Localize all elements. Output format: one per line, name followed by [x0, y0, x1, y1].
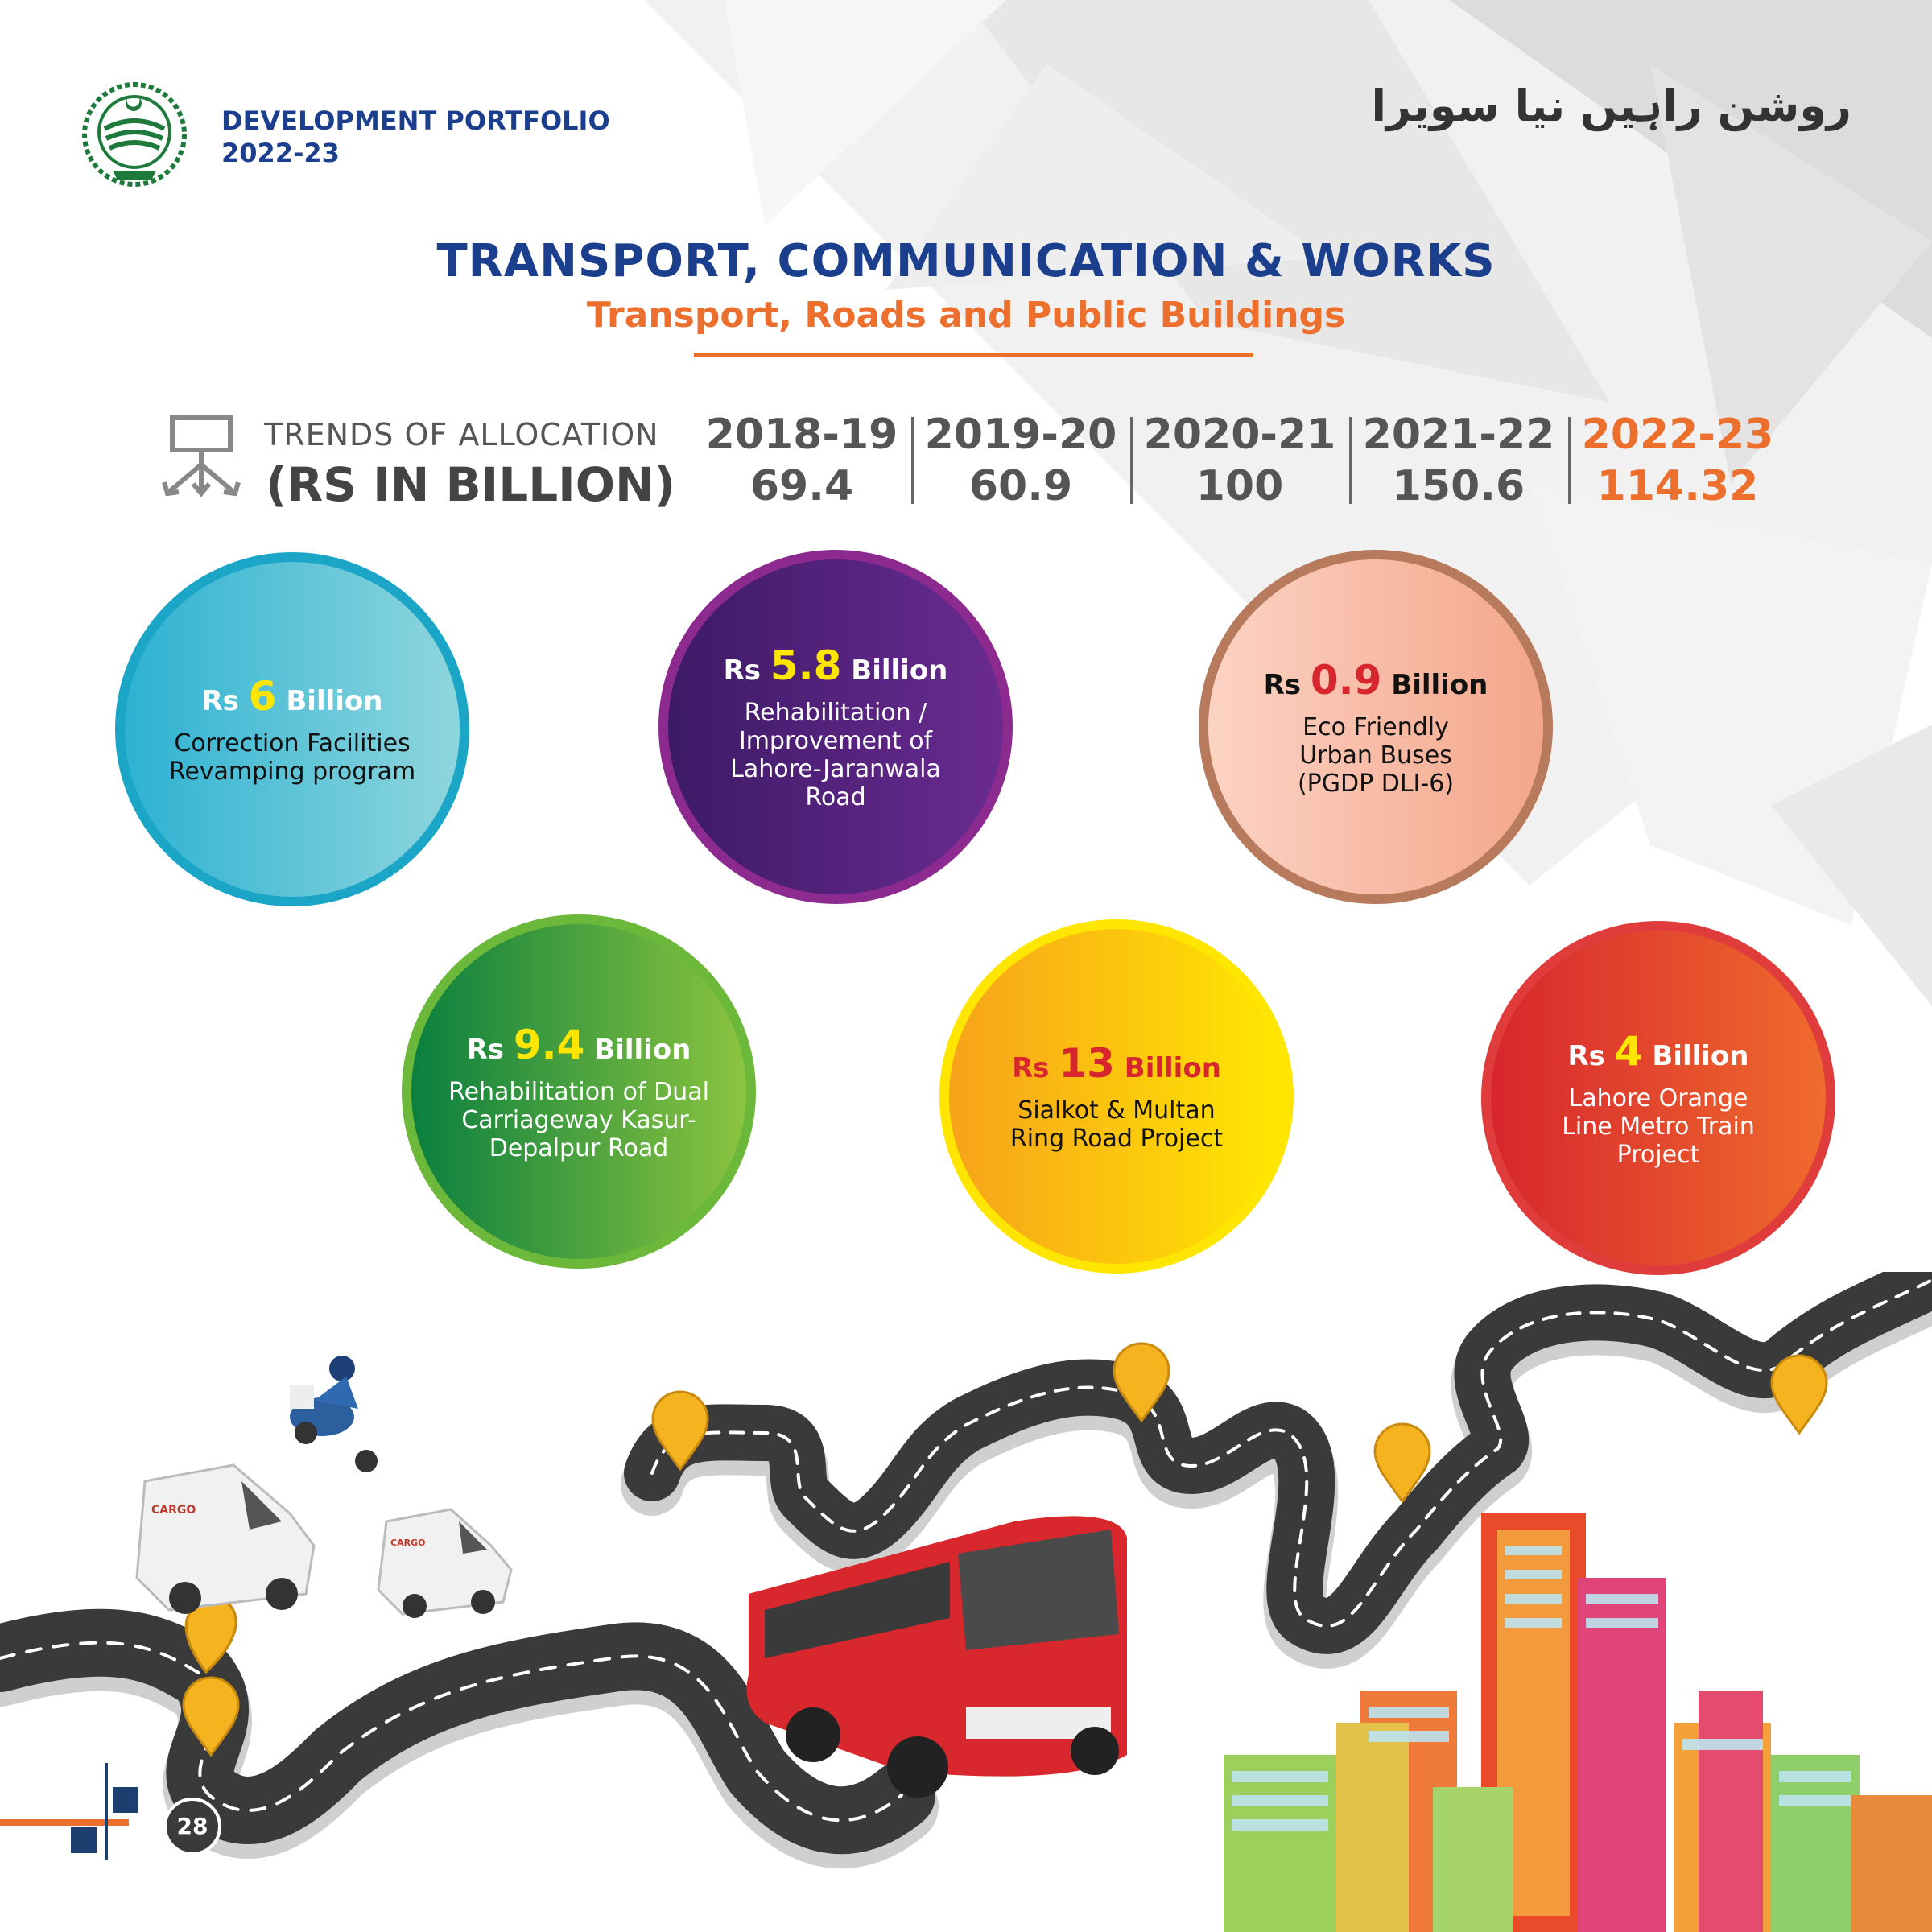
year-column [692, 409, 911, 514]
project-amount: Rs 13 Billion [1012, 1040, 1221, 1087]
corner-decoration [0, 1763, 138, 1860]
brand-title: DEVELOPMENT PORTFOLIO [221, 105, 610, 136]
project-description: Sialkot & Multan Ring Road Project [1009, 1096, 1224, 1153]
project-amount: Rs 6 Billion [201, 673, 383, 720]
title-underline [694, 353, 1253, 357]
trends-label: TRENDS OF ALLOCATION [264, 417, 659, 452]
year-column [1349, 409, 1568, 514]
page-subtitle: Transport, Roads and Public Buildings [586, 295, 1346, 336]
van-label: CARGO [151, 1504, 196, 1517]
project-bubble-correction-facilities [115, 552, 469, 906]
year-label: 2021-22 [1362, 411, 1555, 459]
brand-year: 2022-23 [221, 138, 340, 168]
year-value: 114.32 [1596, 462, 1759, 510]
year-column [911, 409, 1130, 514]
year-label: 2020-21 [1143, 411, 1336, 459]
year-value: 60.9 [968, 462, 1073, 510]
year-label: 2018-19 [705, 411, 898, 459]
brand-block [221, 105, 610, 169]
buildings [1224, 1513, 1932, 1932]
project-description: Rehabilitation / Improvement of Lahore-Jaranwala Road [730, 699, 941, 811]
bus-icon [747, 1516, 1128, 1798]
project-description: Lahore Orange Line Metro Train Project [1562, 1084, 1755, 1169]
year-column [1130, 409, 1349, 514]
year-value: 150.6 [1392, 462, 1525, 510]
project-bubble-lahore-jaranwala-road [658, 550, 1013, 904]
allocation-years [692, 409, 1787, 514]
year-label: 2022-23 [1581, 411, 1774, 459]
scooter-rider-icon [290, 1356, 378, 1472]
delivery-van-icon [378, 1509, 511, 1618]
project-description: Correction Facilities Revamping program [168, 729, 416, 786]
van-label: CARGO [390, 1538, 426, 1548]
project-bubble-eco-friendly-buses [1199, 550, 1553, 904]
year-column-current [1568, 409, 1787, 514]
project-bubble-kasur-depalpur-road [402, 914, 756, 1269]
page-number: 28 [163, 1798, 221, 1856]
urdu-slogan: روشن راہیں نیا سویرا [1371, 80, 1852, 131]
project-amount: Rs 4 Billion [1567, 1027, 1749, 1075]
allocation-trend-icon [161, 415, 242, 503]
punjab-government-logo [80, 80, 189, 189]
project-description: Rehabilitation of Dual Carriageway Kasur-Depalpur Road [448, 1077, 709, 1162]
project-bubble-ring-road [939, 919, 1294, 1274]
trends-unit-label: (RS IN BILLION) [266, 457, 676, 512]
delivery-van-icon [137, 1465, 314, 1614]
project-amount: Rs 0.9 Billion [1263, 656, 1488, 704]
road-illustration [0, 1272, 1932, 1932]
page-title: TRANSPORT, COMMUNICATION & WORKS [436, 235, 1496, 287]
year-label: 2019-20 [924, 411, 1117, 459]
project-description: Eco Friendly Urban Buses (PGDP DLI-6) [1297, 712, 1455, 798]
year-value: 69.4 [749, 462, 854, 510]
project-bubble-orange-line-metro [1481, 921, 1835, 1275]
project-amount: Rs 9.4 Billion [466, 1021, 691, 1068]
project-amount: Rs 5.8 Billion [723, 642, 948, 689]
year-value: 100 [1195, 462, 1284, 510]
